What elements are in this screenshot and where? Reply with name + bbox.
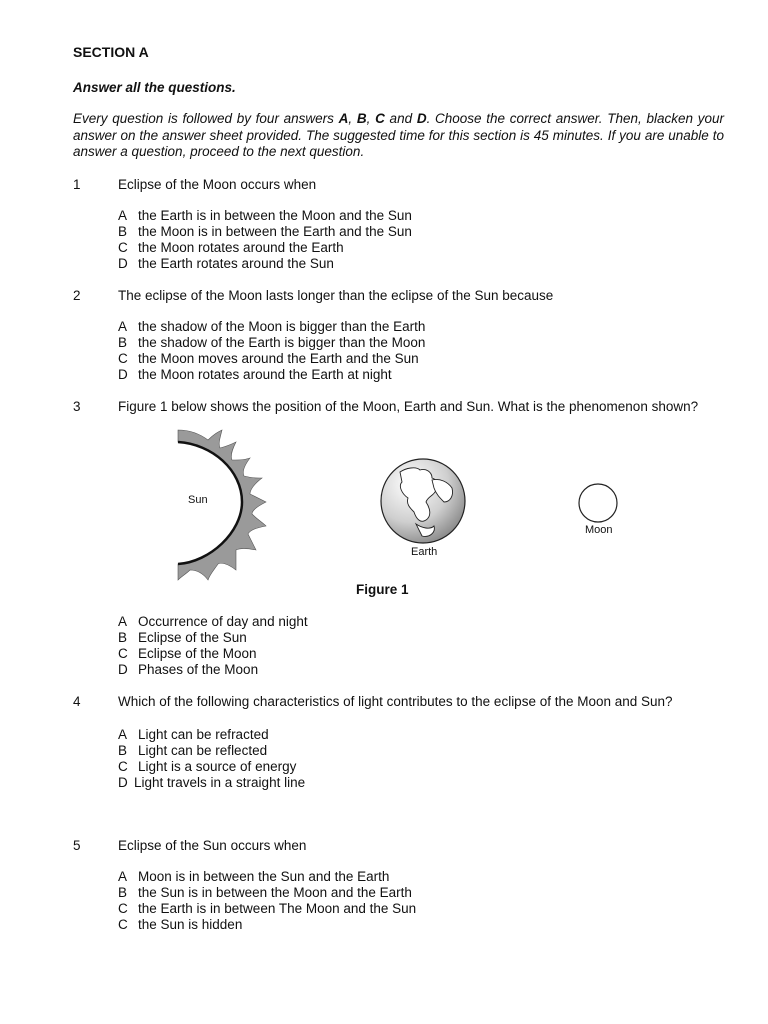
answer-option: D the Earth rotates around the Sun — [118, 256, 334, 271]
answer-option: B the Sun is in between the Moon and the Earth — [118, 885, 412, 900]
figure-caption: Figure 1 — [356, 582, 409, 597]
instructions-heading: Answer all the questions. — [73, 80, 236, 95]
answer-option: A the Earth is in between the Moon and the Sun — [118, 208, 412, 223]
section-title: SECTION A — [73, 44, 149, 60]
answer-option: B Light can be reflected — [118, 743, 268, 758]
answer-option: A the shadow of the Moon is bigger than the Earth — [118, 319, 426, 334]
moon-illustration — [579, 484, 617, 536]
question-text: Which of the following characteristics of light contributes to the eclipse of the Moon and Sun? — [118, 694, 673, 709]
question-text: The eclipse of the Moon lasts longer than the eclipse of the Sun because — [118, 288, 554, 303]
answer-option: A Light can be refracted — [118, 727, 269, 742]
question-number: 3 — [73, 399, 81, 414]
sun-label: Sun — [188, 494, 208, 506]
answer-option: C the Moon rotates around the Earth — [118, 240, 344, 255]
answer-option: A Moon is in between the Sun and the Earth — [118, 869, 390, 884]
answer-option: C Eclipse of the Moon — [118, 646, 257, 661]
instructions-body: Every question is followed by four answers A, B, C and D. Choose the correct answer. Then, blacken your answer on the answer sheet provided. The suggested time for this section is 45 minutes. If you are unable to answer a question, proceed to the next question. — [73, 111, 724, 159]
answer-option: D Light travels in a straight line — [118, 775, 306, 790]
question-text: Eclipse of the Moon occurs when — [118, 177, 317, 192]
answer-option: B Eclipse of the Sun — [118, 630, 247, 645]
earth-label: Earth — [411, 546, 438, 558]
question-text: Eclipse of the Sun occurs when — [118, 838, 307, 853]
answer-option: C the Moon moves around the Earth and the Sun — [118, 351, 419, 366]
answer-option: D the Moon rotates around the Earth at night — [118, 367, 392, 382]
figure-1-diagram — [170, 424, 650, 584]
question-text: Figure 1 below shows the position of the Moon, Earth and Sun. What is the phenomenon shown? — [118, 399, 699, 414]
sun-illustration — [178, 430, 266, 580]
question-number: 5 — [73, 838, 81, 853]
question-number: 1 — [73, 177, 81, 192]
answer-option: C the Sun is hidden — [118, 917, 243, 932]
earth-illustration — [381, 459, 465, 558]
answer-option: C Light is a source of energy — [118, 759, 297, 774]
answer-option: D Phases of the Moon — [118, 662, 259, 677]
answer-option: C the Earth is in between The Moon and the Sun — [118, 901, 417, 916]
question-number: 2 — [73, 288, 81, 303]
answer-option: A Occurrence of day and night — [118, 614, 308, 629]
moon-label: Moon — [585, 524, 613, 536]
answer-option: B the shadow of the Earth is bigger than the Moon — [118, 335, 426, 350]
question-number: 4 — [73, 694, 81, 709]
answer-option: B the Moon is in between the Earth and the Sun — [118, 224, 412, 239]
